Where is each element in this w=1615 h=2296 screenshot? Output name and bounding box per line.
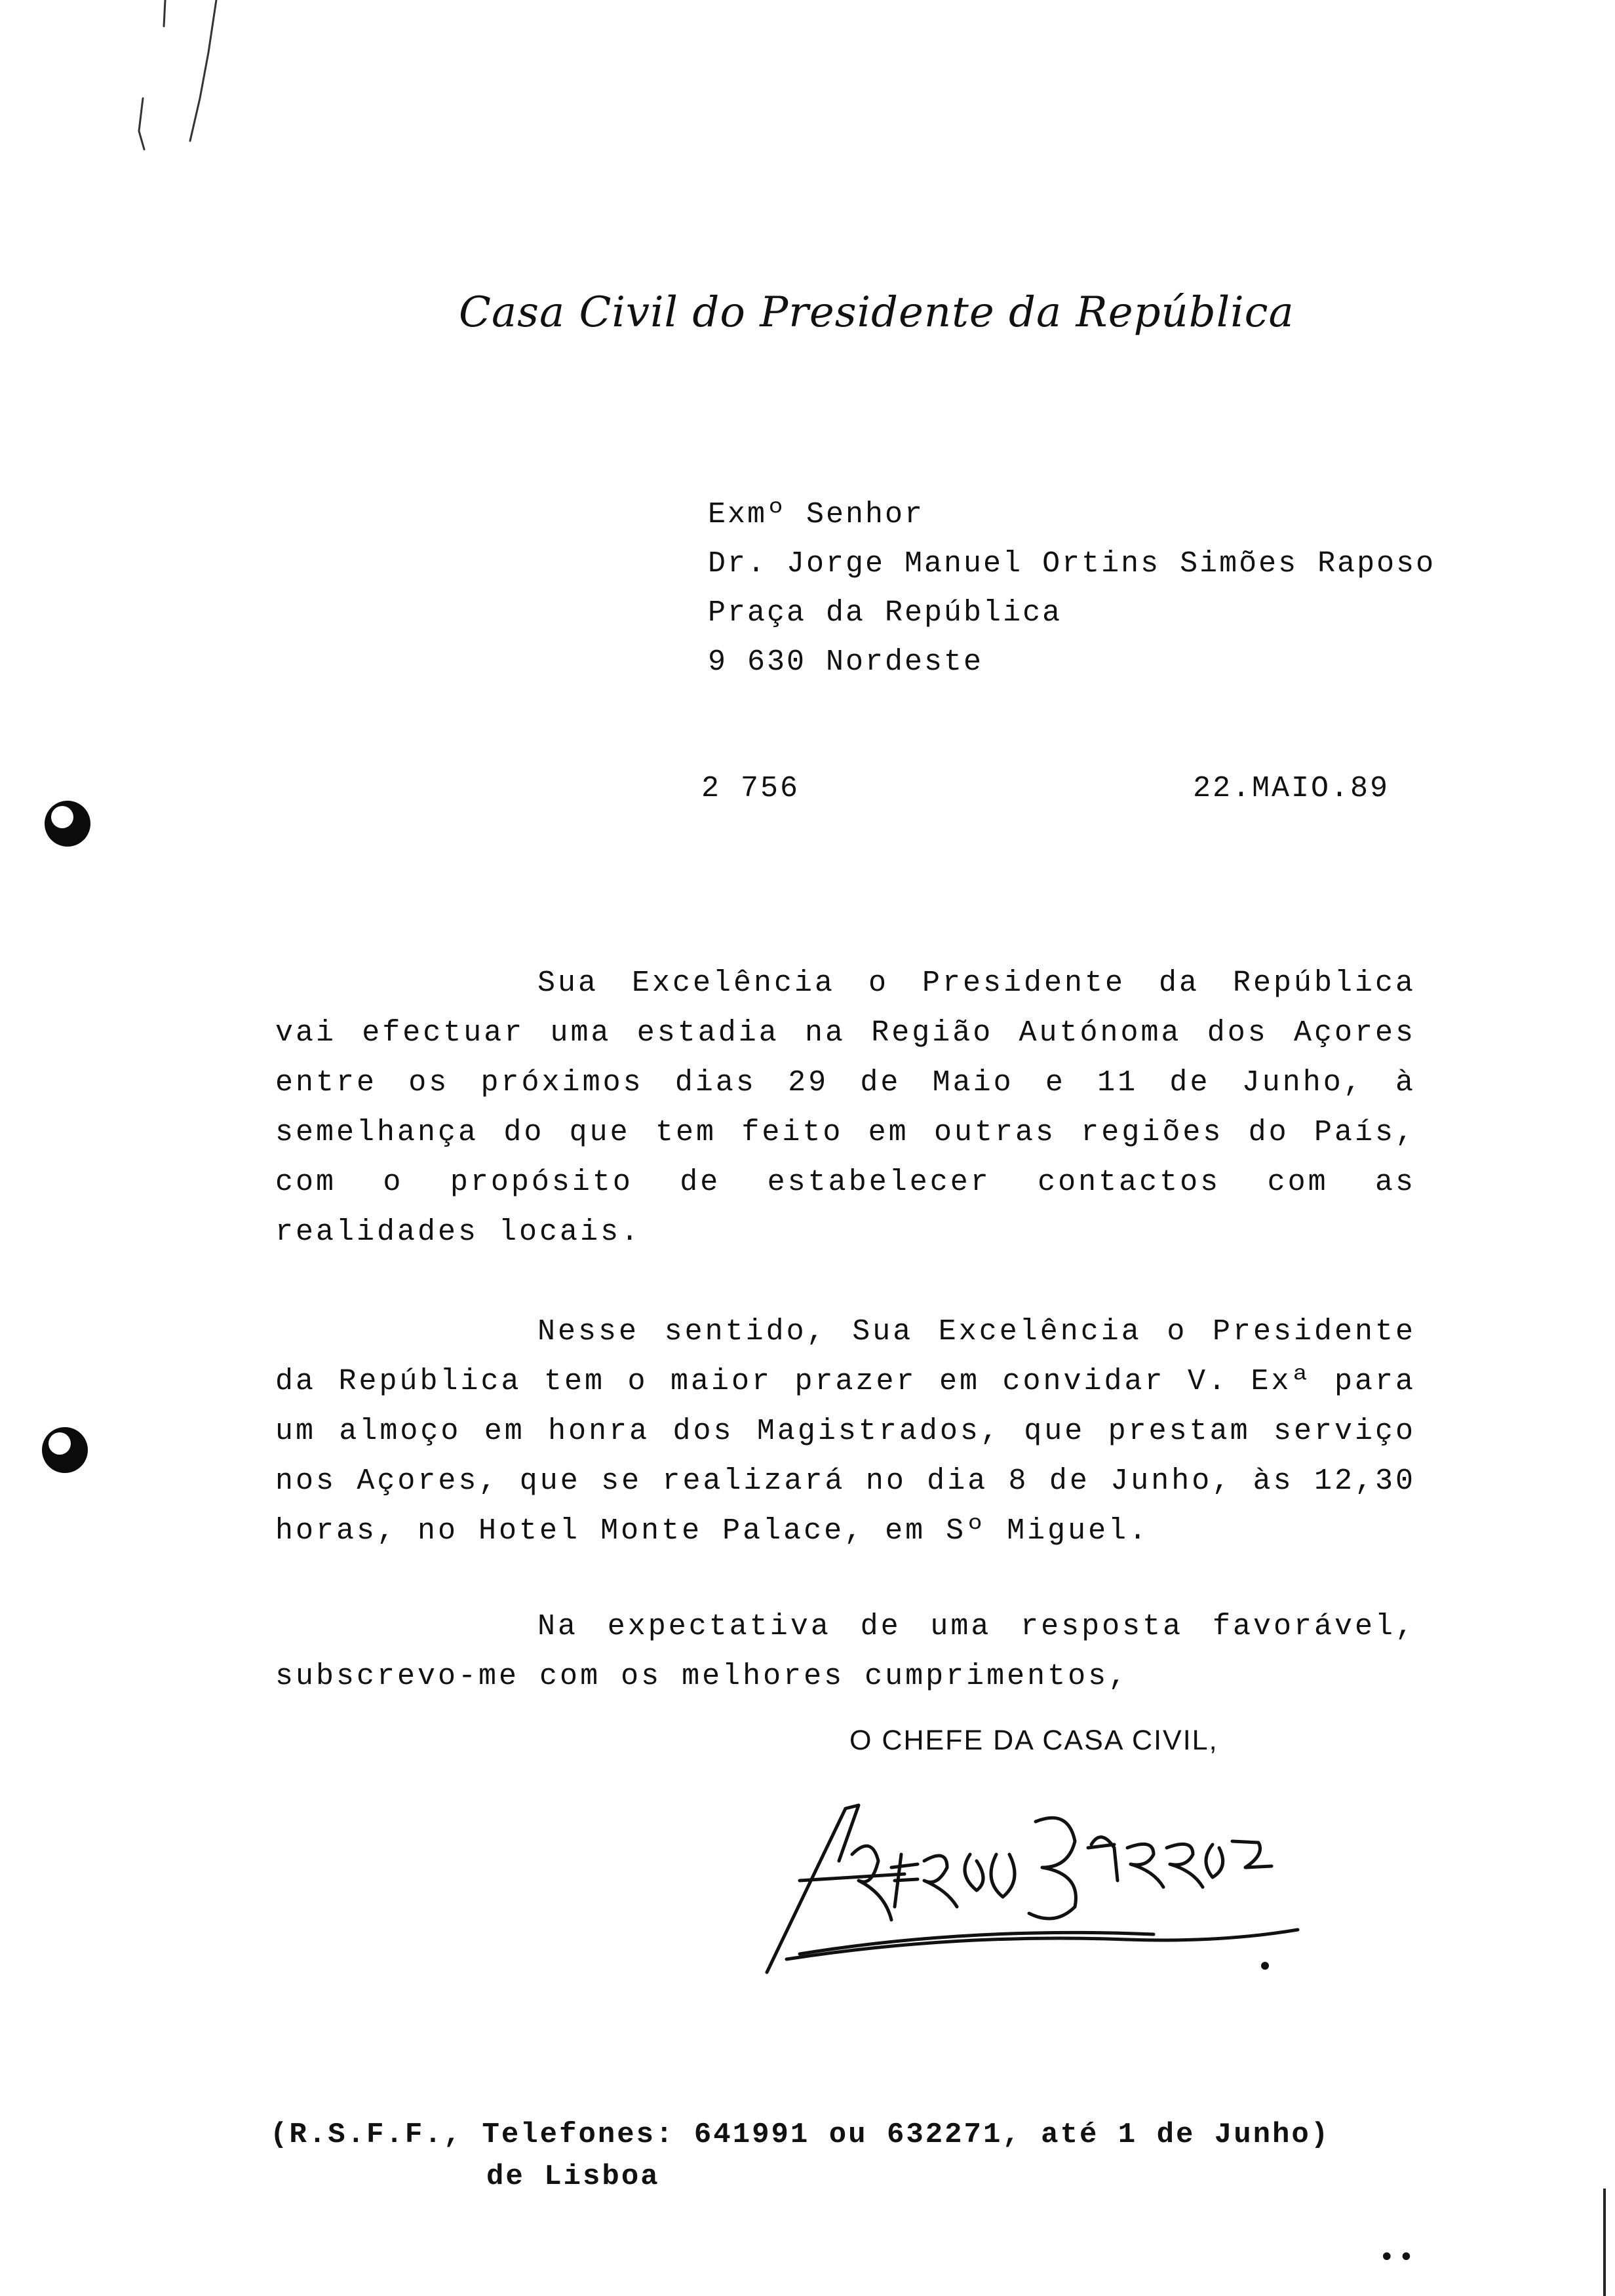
scan-edge-line	[1603, 2189, 1606, 2296]
recipient-city: 9 630 Nordeste	[708, 645, 984, 679]
signoff-title: O CHEFE DA CASA CIVIL,	[849, 1725, 1218, 1756]
footer-line-1: (R.S.F.F., Telefones: 641991 ou 632271, até 1 de Junho)	[270, 2118, 1331, 2151]
footer-note	[270, 2114, 1330, 2198]
reference-number: 2 756	[701, 772, 800, 805]
scan-stroke-mark	[125, 0, 229, 157]
letterhead: Casa Civil do Presidente da República	[459, 288, 1294, 337]
letter-date: 22.MAIO.89	[1193, 772, 1390, 805]
body-paragraph-3: Na expectativa de uma resposta favorável, subscrevo-me com os melhores cumprimentos,	[275, 1610, 1416, 1693]
footer-line-2: de Lisboa	[486, 2160, 660, 2193]
body-paragraph-1: Sua Excelência o Presidente da República vai efectuar uma estadia na Região Autónoma dos Açores entre os próximos dias 29 de Maio e 11 de Junho, à semelhança do que tem feito em outras regiões do País, com o propósito de estabelecer contactos com as realidades locais.	[275, 966, 1416, 1249]
punch-hole-lower	[42, 1427, 88, 1473]
recipient-name: Dr. Jorge Manuel Ortins Simões Raposo	[708, 547, 1436, 581]
recipient-salutation: Exmº Senhor	[708, 498, 925, 531]
body-paragraph-2: Nesse sentido, Sua Excelência o Presidente da República tem o maior prazer em convidar V. Exª para um almoço em honra dos Magistrados, que prestam serviço nos Açores, que se realizará no dia 8 de Junho, às 12,30 horas, no Hotel Monte Palace, em Sº Miguel.	[275, 1315, 1416, 1548]
recipient-address	[708, 490, 1435, 687]
handwritten-signature	[760, 1782, 1337, 1979]
scan-dots: ••	[1379, 2242, 1418, 2272]
punch-hole-upper	[45, 801, 90, 847]
recipient-street: Praça da República	[708, 596, 1062, 630]
